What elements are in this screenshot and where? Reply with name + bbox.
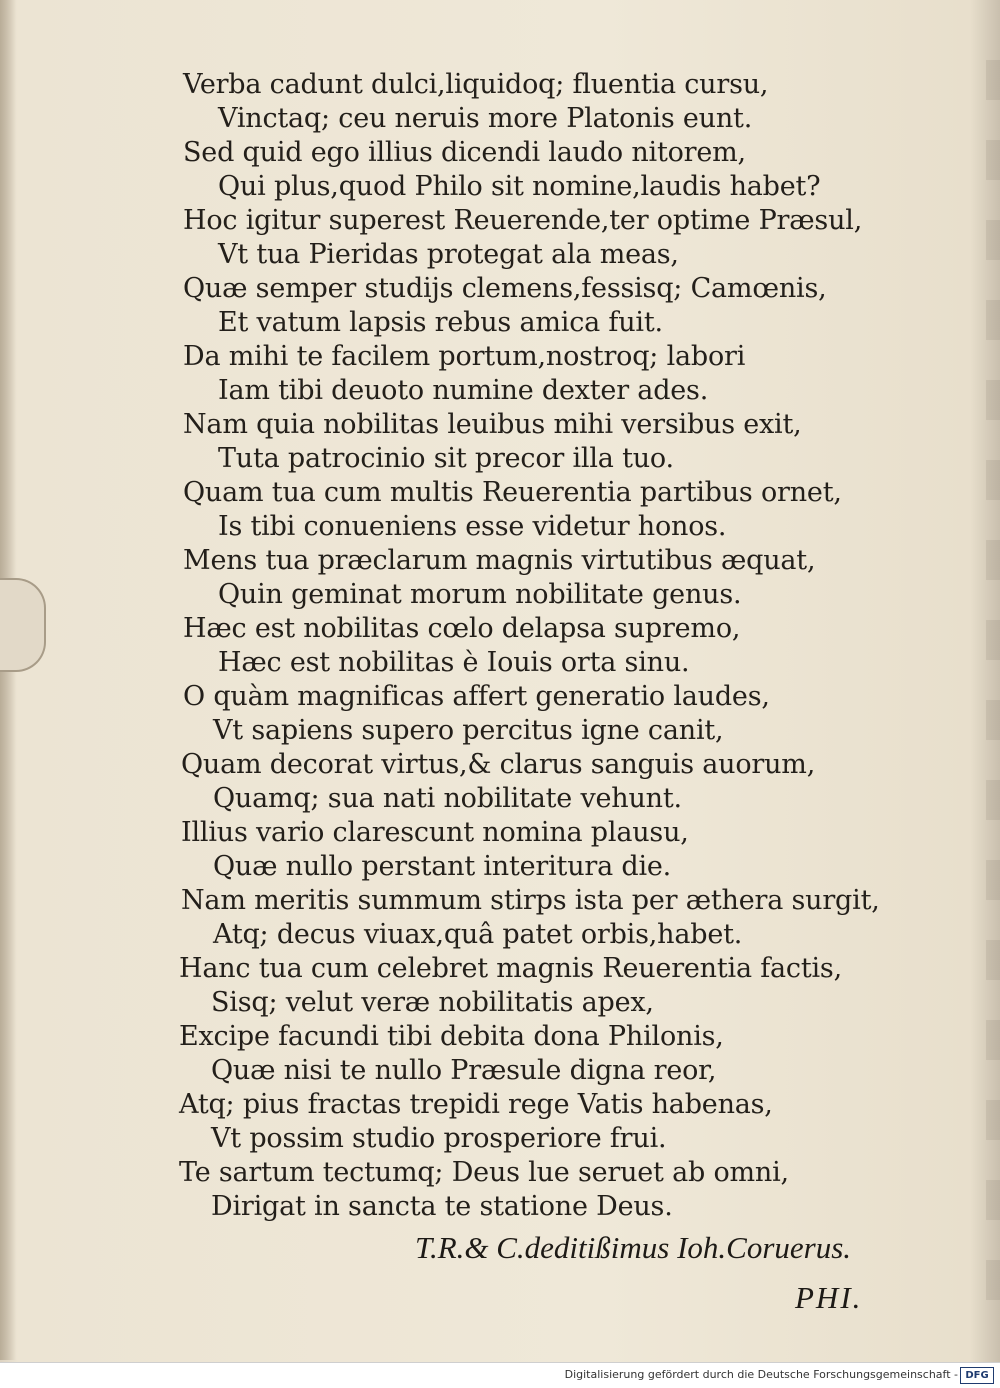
poem-line: Vt possim studio prosperiore frui. (211, 1123, 667, 1154)
poem-line: Atq; decus viuax,quâ patet orbis,habet. (213, 919, 743, 950)
poem-line: Te sartum tectumq; Deus lue seruet ab omni, (179, 1157, 789, 1188)
poem-line: Sisq; velut veræ nobilitatis apex, (211, 987, 654, 1018)
poem-line: Quam tua cum multis Reuerentia partibus ornet, (183, 477, 842, 508)
poem-line: Hoc igitur superest Reuerende,ter optime Præsul, (183, 205, 863, 236)
poem-line: Vt tua Pieridas protegat ala meas, (218, 239, 679, 270)
poem-line: Hæc est nobilitas cœlo delapsa supremo, (183, 613, 741, 644)
poem-line: Hæc est nobilitas è Iouis orta sinu. (218, 647, 690, 678)
poem-line: Quæ semper studijs clemens,fessisq; Camœnis, (183, 273, 827, 304)
poem-line: Mens tua præclarum magnis virtutibus æquat, (183, 545, 816, 576)
poem-line: Da mihi te facilem portum,nostroq; labori (183, 341, 746, 372)
poem-line: Sed quid ego illius dicendi laudo nitorem, (183, 137, 746, 168)
poem-line: Et vatum lapsis rebus amica fuit. (218, 307, 663, 338)
poem-line: Tuta patrocinio sit precor illa tuo. (218, 443, 674, 474)
signoff: PHI. (795, 1280, 863, 1315)
poem-line: Vt sapiens supero percitus igne canit, (213, 715, 724, 746)
poem-line: Qui plus,quod Philo sit nomine,laudis habet? (218, 171, 821, 202)
poem-line: Atq; pius fractas trepidi rege Vatis habenas, (179, 1089, 773, 1120)
poem-line: Quæ nullo perstant interitura die. (213, 851, 672, 882)
dfg-logo: DFG (960, 1367, 994, 1384)
page-tab-marker (0, 578, 46, 672)
poem-line: Vinctaq; ceu neruis more Platonis eunt. (218, 103, 753, 134)
poem-line: Excipe facundi tibi debita dona Philonis, (179, 1021, 724, 1052)
poem-line: Is tibi conueniens esse videtur honos. (218, 511, 727, 542)
poem-line: Verba cadunt dulci,liquidoq; fluentia cursu, (183, 69, 769, 100)
poem-line: Illius vario clarescunt nomina plausu, (181, 817, 689, 848)
poem-line: Iam tibi deuoto numine dexter ades. (218, 375, 709, 406)
poem-line: Quæ nisi te nullo Præsule digna reor, (211, 1055, 717, 1086)
poem-line: Nam meritis summum stirps ista per æthera surgit, (181, 885, 880, 916)
poem-line: Nam quia nobilitas leuibus mihi versibus exit, (183, 409, 802, 440)
footer-bar (0, 1362, 1000, 1388)
poem-line: Quamq; sua nati nobilitate vehunt. (213, 783, 682, 814)
poem-line: Quam decorat virtus,& clarus sanguis auorum, (181, 749, 816, 780)
signature: T.R.& C.deditißimus Ioh.Coruerus. (415, 1230, 852, 1265)
funding-credit: Digitalisierung gefördert durch die Deutsche Forschungsgemeinschaft - (564, 1368, 958, 1381)
poem-line: Dirigat in sancta te statione Deus. (211, 1191, 673, 1222)
page-edge (986, 60, 1000, 1300)
poem-line: Hanc tua cum celebret magnis Reuerentia factis, (179, 953, 842, 984)
poem-line: O quàm magnificas affert generatio laudes, (183, 681, 770, 712)
binding-shadow (0, 0, 16, 1360)
poem-line: Quin geminat morum nobilitate genus. (218, 579, 742, 610)
